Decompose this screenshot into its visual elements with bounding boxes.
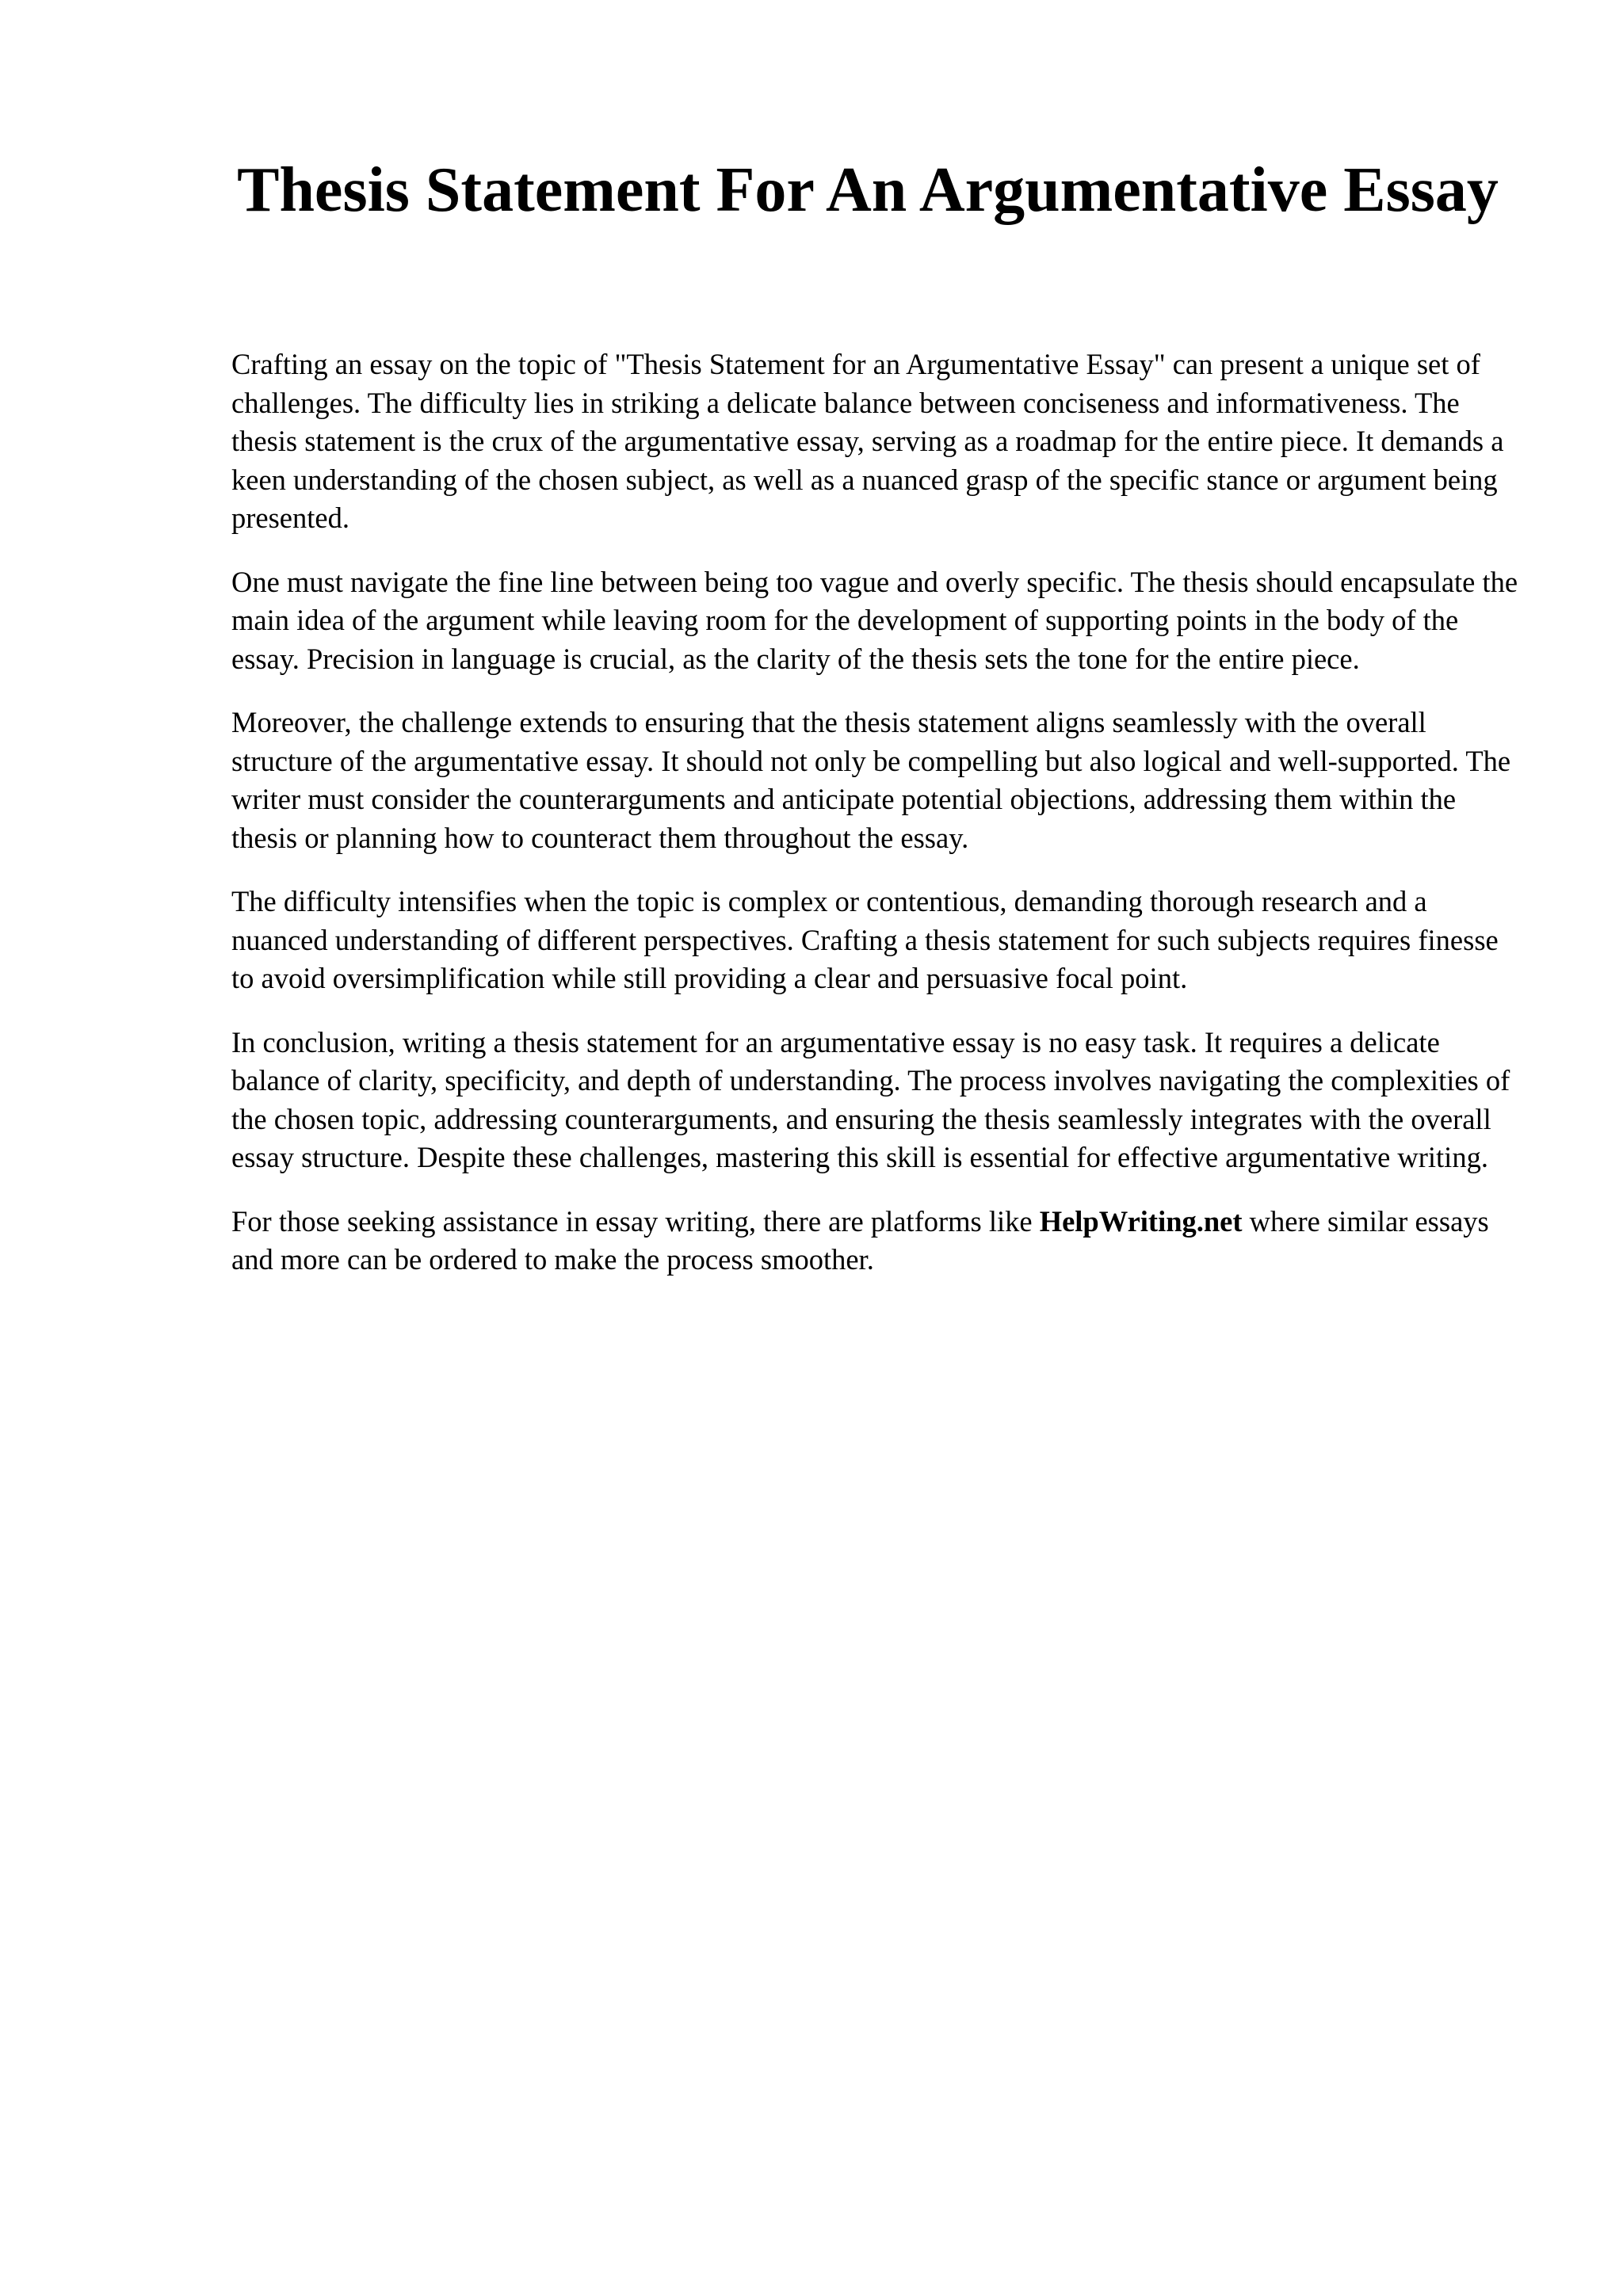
paragraph-complexity: The difficulty intensifies when the topic is complex or contentious, demanding thorough research and a nuanced understanding of different perspectives. Crafting a thesis statement for such subjects requires finesse to avoid oversimplification while still providing a clear and persuasive focal point. (231, 885, 1499, 994)
closing-text-after: where similar essays and more can be ordered to make the process smoother. (231, 1204, 1489, 1276)
closing-text-before: For those seeking assistance in essay writing, there are platforms like (231, 1204, 1040, 1238)
paragraph-conclusion: In conclusion, writing a thesis statement for an argumentative essay is no easy task. It requires a delicate balance of clarity, specificity, and depth of understanding. The process involves navigating the complexities of the chosen topic, addressing counterarguments, and ensuring the thesis seamlessly integrates with the overall essay structure. Despite these challenges, mastering this skill is essential for effective argumentative writing. (231, 1025, 1510, 1173)
paragraph-specificity: One must navigate the fine line between being too vague and overly specific. The thesis should encapsulate the main idea of the argument while leaving room for the development of supporting points in the body of the essay. Precision in language is crucial, as the clarity of the thesis sets the tone for the entire piece. (231, 565, 1518, 675)
document-body (231, 345, 1523, 1305)
paragraph-intro: Crafting an essay on the topic of "Thesis Statement for an Argumentative Essay" can present a unique set of challenges. The difficulty lies in striking a delicate balance between conciseness and informativeness. The thesis statement is the crux of the argumentative essay, serving as a roadmap for the entire piece. It demands a keen understanding of the chosen subject, as well as a nuanced grasp of the specific stance or argument being presented. (231, 348, 1504, 534)
brand-name: HelpWriting.net (1039, 1204, 1243, 1238)
document-title: Thesis Statement For An Argumentative Essay (237, 155, 1499, 225)
paragraph-closing (231, 1203, 1523, 1280)
paragraph-structure: Moreover, the challenge extends to ensuring that the thesis statement aligns seamlessly with the overall structure of the argumentative essay. It should not only be compelling but also logical and well-supported. The writer must consider the counterarguments and anticipate potential objections, addressing them within the thesis or planning how to counteract them throughout the essay. (231, 706, 1511, 854)
